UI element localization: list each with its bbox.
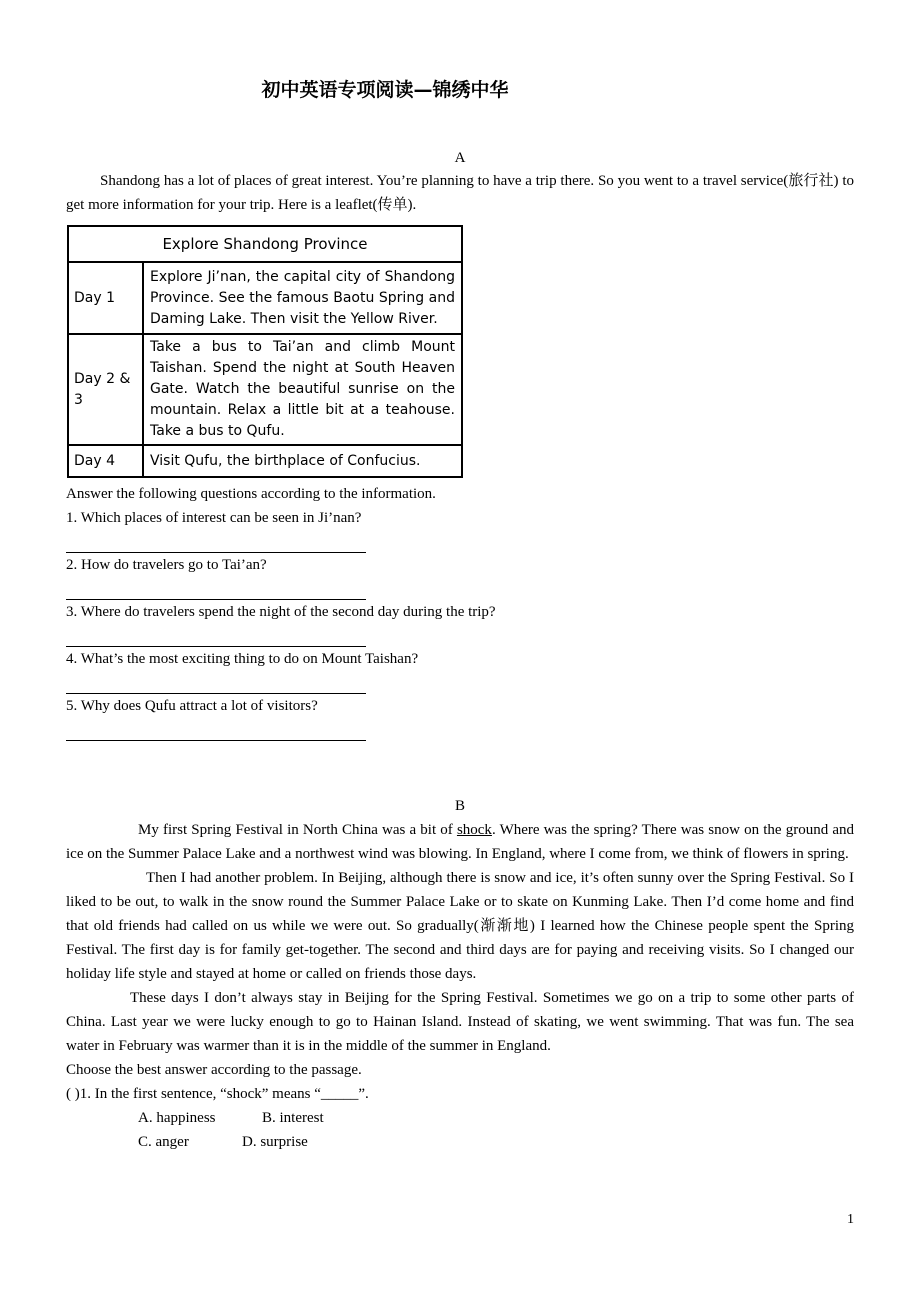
question-5: 5. Why does Qufu attract a lot of visitors? bbox=[66, 698, 318, 714]
table-row bbox=[68, 262, 462, 334]
answer-line-1[interactable] bbox=[66, 530, 366, 553]
day-cell: Day 4 bbox=[68, 445, 143, 477]
passage-a-label: A bbox=[454, 150, 466, 166]
day-cell: Day 1 bbox=[68, 262, 143, 334]
option-d[interactable]: D. surprise bbox=[242, 1134, 308, 1150]
underlined-word-shock: shock bbox=[456, 822, 492, 838]
passage-b-label-text: B bbox=[454, 798, 465, 814]
itinerary-cell: Explore Ji’nan, the capital city of Shandong Province. See the famous Baotu Spring and Daming Lake. Then visit the Yellow River. bbox=[143, 262, 462, 334]
table-row bbox=[68, 334, 462, 445]
p1-text-after: . Where was the spring? There was snow on the ground and ice on the Summer Palace Lake and a northwest wind was blowing. In England, where I come from, we think of flowers in spring. bbox=[66, 822, 854, 862]
answer-line-2[interactable] bbox=[66, 577, 366, 600]
page-number: 1 bbox=[847, 1212, 854, 1227]
itinerary-cell: Take a bus to Tai’an and climb Mount Taishan. Spend the night at South Heaven Gate. Watch the beautiful sunrise on the mountain. Relax a little bit at a teahouse. Take a bus to Qufu. bbox=[143, 334, 462, 445]
itinerary-cell: Visit Qufu, the birthplace of Confucius. bbox=[143, 445, 462, 477]
leaflet-header-row bbox=[68, 226, 462, 262]
passage-a-intro: Shandong has a lot of places of great interest. You’re planning to have a trip there. So you went to a travel service(旅行社) to get more information for your trip. Here is a leaflet(传单). bbox=[66, 173, 854, 213]
page-title: 初中英语专项阅读—锦绣中华 bbox=[261, 79, 509, 101]
answer-line-3[interactable] bbox=[66, 624, 366, 647]
leaflet-table bbox=[67, 225, 463, 478]
table-row bbox=[68, 445, 462, 477]
passage-a-instruction: Answer the following questions according to the information. bbox=[66, 486, 436, 502]
p1-text-before: My first Spring Festival in North China was a bit of bbox=[138, 822, 457, 838]
passage-b-instruction: Choose the best answer according to the passage. bbox=[66, 1062, 362, 1078]
question-1: 1. Which places of interest can be seen in Ji’nan? bbox=[66, 510, 362, 526]
answer-line-4[interactable] bbox=[66, 671, 366, 694]
options-row-2 bbox=[66, 1130, 854, 1154]
option-c[interactable]: C. anger bbox=[138, 1134, 189, 1150]
passage-b-question-1: ( )1. In the first sentence, “shock” means “_____”. bbox=[66, 1086, 369, 1102]
answer-line-5[interactable] bbox=[66, 718, 366, 741]
question-4: 4. What’s the most exciting thing to do on Mount Taishan? bbox=[66, 651, 419, 667]
passage-a-questions bbox=[66, 482, 854, 741]
day-cell: Day 2 & 3 bbox=[68, 334, 143, 445]
passage-b-paragraph-1 bbox=[66, 818, 854, 866]
option-b[interactable]: B. interest bbox=[262, 1110, 324, 1126]
passage-b-paragraph-2: Then I had another problem. In Beijing, although there is snow and ice, it’s often sunny over the Spring Festival. So I liked to be out, to walk in the snow round the Summer Palace Lake or to skate on Kunming Lake. Then I’d come home and find that old friends had called on us while we were out. So gradually(渐渐地) I learned how the Chinese people spent the Spring Festival. The first day is for family get-together. The second and third days are for paying and receiving visits. So I changed our holiday life style and stayed at home or called on friends those days. bbox=[66, 870, 854, 982]
passage-b-body bbox=[66, 818, 854, 1154]
options-row-1 bbox=[66, 1106, 854, 1130]
passage-b-paragraph-3: These days I don’t always stay in Beijing for the Spring Festival. Sometimes we go on a trip to some other parts of China. Last year we were lucky enough to go to Hainan Island. Instead of skating, we went swimming. That was fun. The sea water in February was warmer than it is in the middle of the summer in England. bbox=[66, 990, 854, 1054]
question-3: 3. Where do travelers spend the night of the second day during the trip? bbox=[66, 604, 496, 620]
option-a[interactable]: A. happiness bbox=[138, 1110, 216, 1126]
leaflet-title: Explore Shandong Province bbox=[68, 226, 462, 262]
passage-b-label bbox=[66, 794, 854, 818]
question-2: 2. How do travelers go to Tai’an? bbox=[66, 557, 267, 573]
